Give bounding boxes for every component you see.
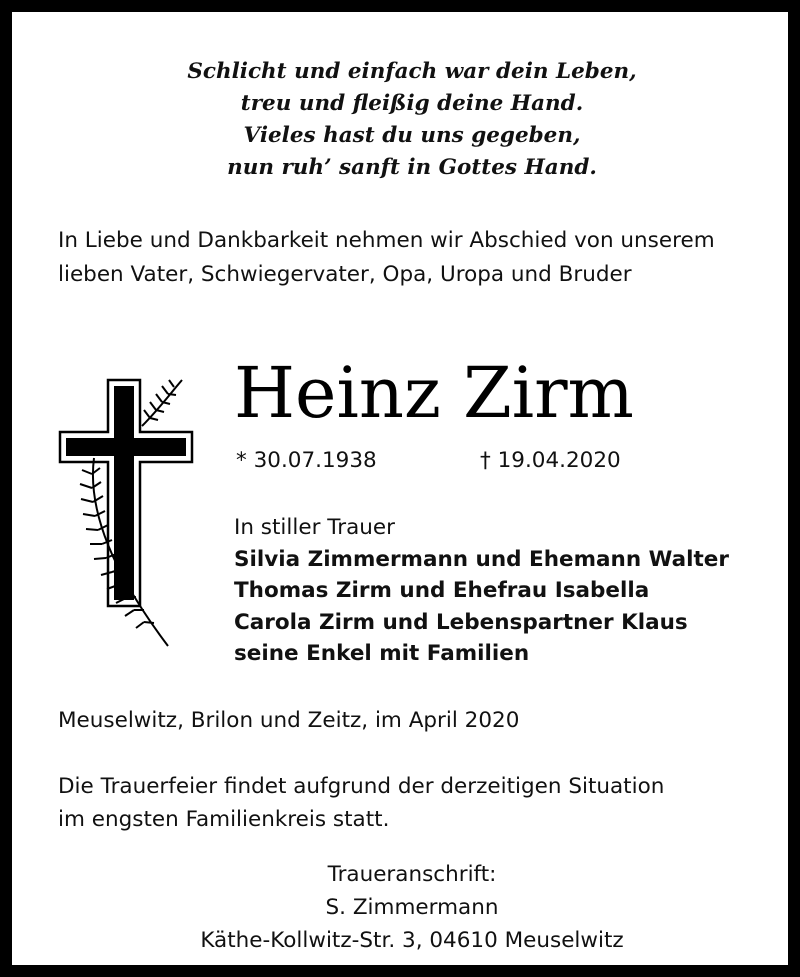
funeral-notice-line-2: im engsten Familienkreis statt. <box>58 807 390 832</box>
funeral-notice <box>58 770 664 836</box>
mourners-heading: In stiller Trauer <box>234 515 395 540</box>
mourners <box>234 512 729 670</box>
funeral-notice-line-1: Die Trauerfeier findet aufgrund der derzeitigen Situation <box>58 774 665 799</box>
intro-text: In Liebe und Dankbarkeit nehmen wir Abschied von unserem lieben Vater, Schwiegervater, Opa, Uropa und Bruder <box>58 228 715 287</box>
birth-date: * 30.07.1938 <box>236 448 377 473</box>
poem-line-2: treu und fleißig deine Hand. <box>240 91 584 116</box>
palm-branch-top <box>142 380 182 426</box>
cross-inner <box>66 386 186 600</box>
mourning-address <box>12 858 800 957</box>
mourner-2: Thomas Zirm und Ehefrau Isabella <box>234 578 650 603</box>
place-and-date: Meuselwitz, Brilon und Zeitz, im April 2020 <box>58 708 520 733</box>
mourner-1: Silvia Zimmermann und Ehemann Walter <box>234 546 729 572</box>
poem-line-3: Vieles hast du uns gegeben, <box>243 123 581 148</box>
address-name: S. Zimmermann <box>325 895 499 920</box>
mourner-4: seine Enkel mit Familien <box>234 641 530 666</box>
poem-line-4: nun ruh’ sanft in Gottes Hand. <box>227 155 597 180</box>
address-street: Käthe-Kollwitz-Str. 3, 04610 Meuselwitz <box>200 928 624 953</box>
mourner-3: Carola Zirm und Lebenspartner Klaus <box>234 609 688 635</box>
poem-line-1: Schlicht und einfach war dein Leben, <box>187 59 637 84</box>
address-label: Traueranschrift: <box>327 862 497 887</box>
death-date: † 19.04.2020 <box>480 448 621 473</box>
deceased-name: Heinz Zirm <box>234 352 634 434</box>
cross-with-palm-branch-icon <box>58 374 198 650</box>
poem <box>12 56 800 184</box>
